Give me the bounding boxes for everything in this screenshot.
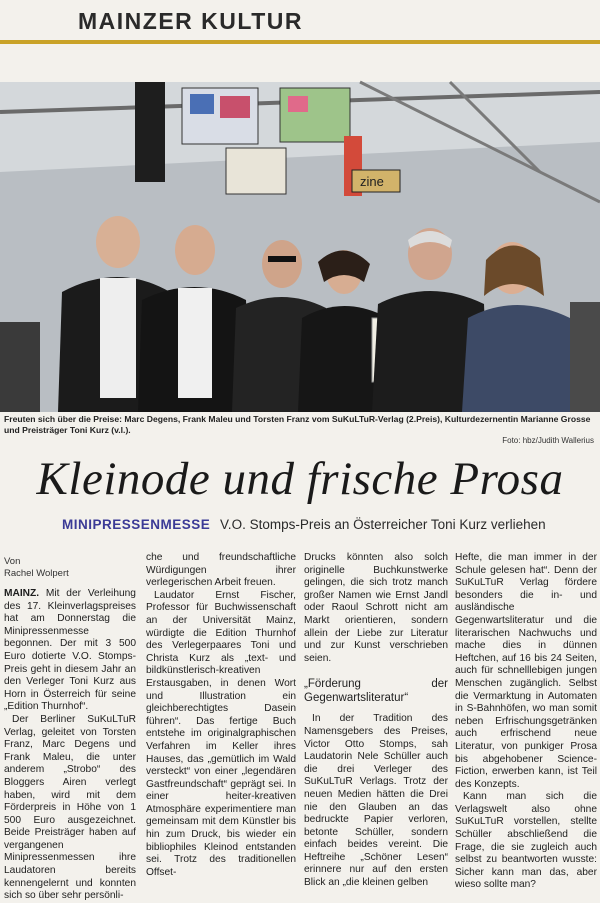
section-header-spacer [0,0,68,44]
byline-author: Rachel Wolpert [4,568,69,579]
paragraph: Drucks könnten also solch originelle Buchkunstwerke gelingen, die sich trotz manch großer Namen wie Ernst Jandl oder Raoul Schrott nicht am Markt orientieren, sondern allein der Liebe zur Literatur und zur Kunst verschrieben seien. [304,552,448,664]
section-title: MAINZER KULTUR [78,8,303,34]
section-header [0,0,600,44]
paragraph: Der Berliner SuKuLTuR Verlag, geleitet von Torsten Franz, Marc Degens und Frank Maleu, die unter anderem „Strobo“ des Bloggers Airen verlegt haben, wird mit dem Förderpreis in Höhe von 1 500 Euro ausgezeichnet. Beide Preisträger haben auf vergangenen Minipressenmessen ihre Laudatoren bereits kennengelernt und konnten sich so über sehr persönli- [4,713,136,902]
article-column-3 [304,552,448,890]
article-headline: Kleinode und frische Prosa [36,453,564,505]
hanging-banner [135,82,165,182]
article-kicker: MINIPRESSENMESSE [62,517,211,532]
paragraph: Kann man sich die Verlagswelt also ohne SuKuLTuR vorstellen, stellte Schüller abschließend die Frage, die sie zugleich auch selbst zu beantworten wusste: Sicher kann man das, aber wieso sollte man? [455,791,597,891]
paragraph: In der Tradition des Namensgebers des Preises, Victor Otto Stomps, sah Laudatorin Nele Schüller auch die drei Verleger des SuKuLTuR Verlags. Trotz der neuen Medien hätten die Drei nie den Glauben an das bedruckte Papier verloren, betonte Schüller, sondern einfach beides vereint. Die Heftreihe „Schöner Lesen“ erinnere nur auf den ersten Blick an „die kleinen gelben [304,713,448,889]
photo-illustration [0,82,600,412]
photo-caption: Freuten sich über die Preise: Marc Degens, Frank Maleu und Torsten Franz vom SuKuLTuR-Verlag (2.Preis), Kulturdezernentin Marianne Grosse und Preisträger Toni Kurz (v.l.). [4,414,591,435]
zine-sign-text: zine [360,174,384,189]
section-rule [0,40,600,44]
hanging-artwork [220,96,250,118]
byline-prefix: Von [4,556,21,567]
background-crowd [0,322,40,412]
paragraph: che und freundschaftliche Würdigungen ihrer verlegerischen Arbeit freuen. [146,552,296,589]
hanging-artwork [288,96,308,112]
hanging-artwork [226,148,286,194]
article-column-4 [455,552,597,892]
article-column-1 [4,588,136,903]
hanging-artwork [190,94,214,114]
photo-credit: Foto: hbz/Judith Wallerius [502,436,594,445]
paragraph-text: Mit der Verleihung des 17. Kleinverlagspreises hat am Donnerstag die Minipressenmesse begonnen. Der mit 3 500 Euro dotierte V.O. Stomps-Preis geht in diesem Jahr an den Verleger Toni Kurz aus Horn in Österreich für seine „Edition Thurnhof“. [4,588,136,713]
article-column-2 [146,552,296,879]
background-crowd [570,302,600,412]
paragraph: Laudator Ernst Fischer, Professor für Buchwissenschaft an der Universität Mainz, würdigte die Edition Thurnhof des Verlegerpaares Toni und Christa Kurz als „text- und bildkünstlerisch-kreativen Erstausgaben, in denen Wort und Illustration ein gleichberechtigtes Dasein führen“. Das fertige Buch entstehe im originalgraphischen Verfahren im Keller ihres Hauses, das „gemütlich im Wald versteckt“ von einer „legendären Gastfreundschaft“ geprägt sei. In einer heiter-kreativen Atmosphäre experimentiere man gemeinsam mit dem Künstler bis hin zum Druck, bis wieder ein bibliophiles Kleinod entstanden sei. Trotz des traditionellen Offset- [146,589,296,878]
byline [4,556,69,580]
article-photo [0,82,600,412]
article-subtitle: V.O. Stomps-Preis an Österreicher Toni Kurz verliehen [220,517,546,532]
article-subhead: „Förderung der Gegenwartsliteratur“ [304,678,448,705]
paragraph [4,588,136,714]
dateline: MAINZ. [4,588,40,599]
article-kicker-line [62,517,546,532]
paragraph: Hefte, die man immer in der Schule gelesen hat“. Denn der SuKuLTuR Verlag fördere besonders die in- und ausländische Gegenwartsliteratur und die literarischen Nachwuchs und mache dies in dünnen Heftchen, auf 16 bis 24 Seiten, auch für schnelllebigen jungen Menschen zugänglich. Selbst die Vermarktung in Automaten in S-Bahnhöfen, wo man somit neben Erfrischungsgetränken auch erfrischend neue Literatur, von punkiger Prosa bis abgehobener Science-Fiction, erwerben kann, ist Teil des Konzepts. [455,552,597,790]
